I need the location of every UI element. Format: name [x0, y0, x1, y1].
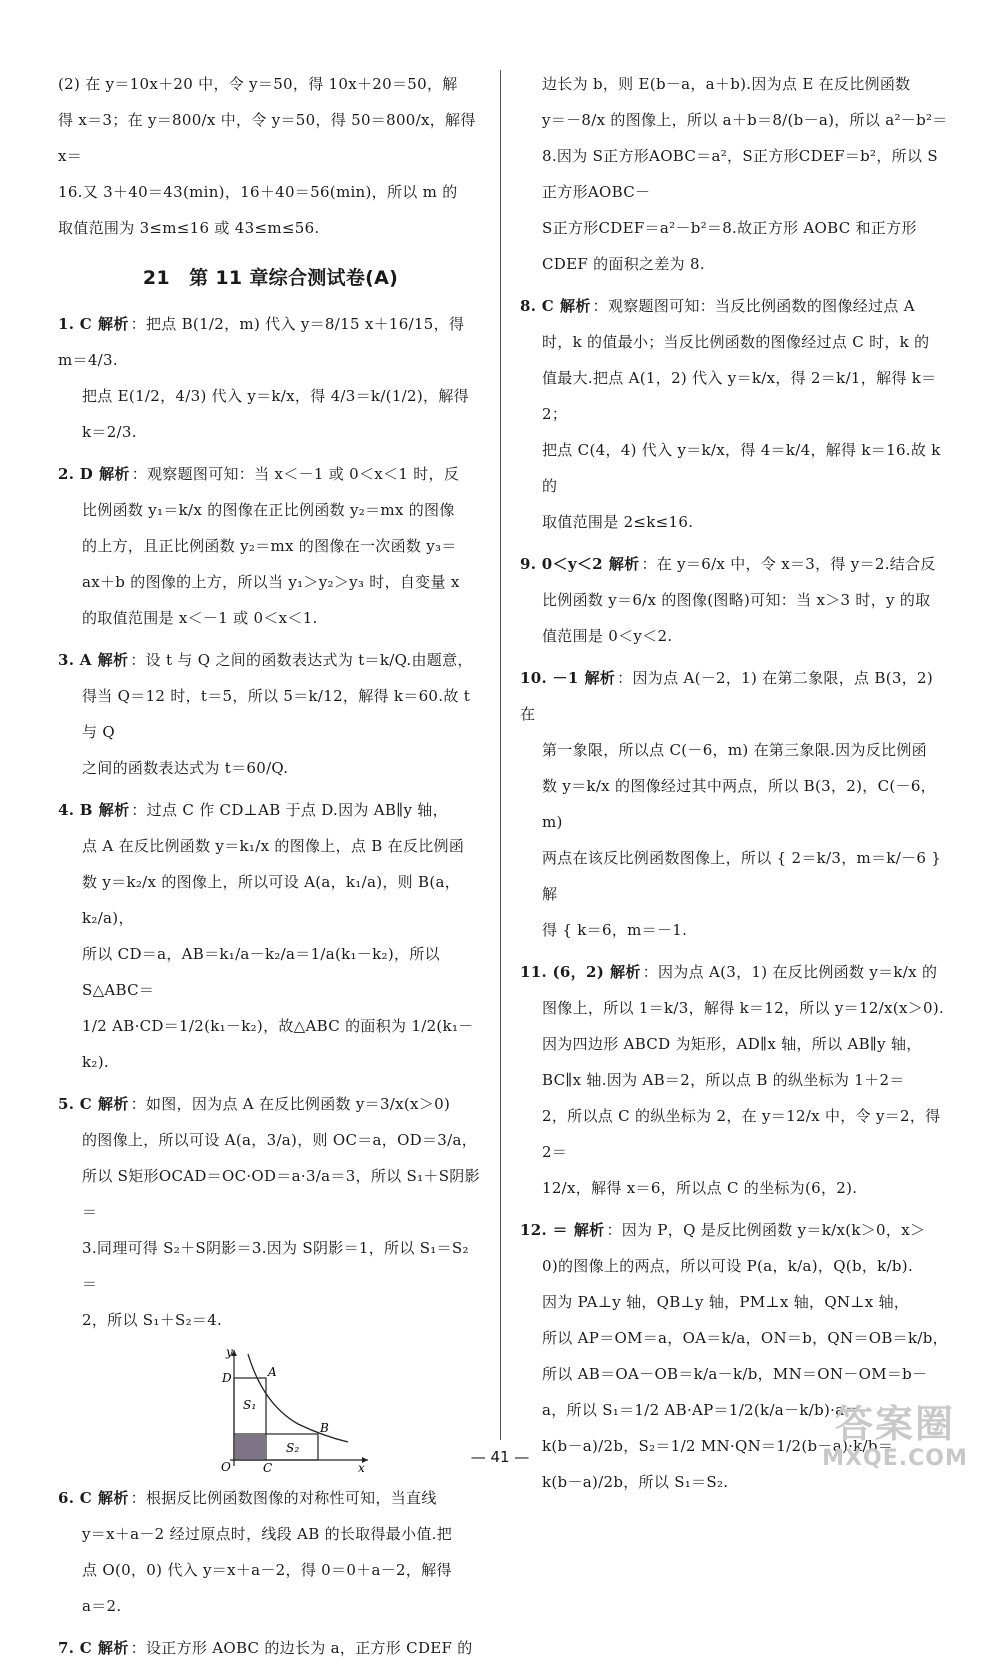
- answer-7-continued: [520, 66, 950, 282]
- answer-7-head: 7. C: [58, 1639, 93, 1657]
- page-number: — 41 —: [470, 1448, 530, 1466]
- answer-2-head: 2. D: [58, 465, 94, 483]
- answer-9-head: 9. 0＜y＜2: [520, 555, 603, 573]
- answer-5-label: 解析: [98, 1095, 129, 1113]
- answer-6: [58, 1480, 483, 1624]
- answer-5-line: 3.同理可得 S₂＋S阴影＝3.因为 S阴影＝1，所以 S₁＝S₂＝: [82, 1239, 469, 1293]
- answer-8-line: 时，k 的值最小；当反比例函数的图像经过点 C 时，k 的: [542, 333, 930, 351]
- answer-8-line: ：观察题图可知：当反比例函数的图像经过点 A: [592, 297, 915, 315]
- answer-4-line: k₂).: [82, 1053, 109, 1071]
- fig-label-d: D: [222, 1371, 232, 1385]
- answer-9-label: 解析: [608, 555, 640, 573]
- answer-12-line: 0)的图像上的两点，所以可设 P(a，k/a)，Q(b，k/b).: [542, 1257, 914, 1275]
- answer-4-head: 4. B: [58, 801, 93, 819]
- watermark-line-1: 答案圈: [834, 1402, 955, 1446]
- answer-10-line: 第一象限，所以点 C(－6，m) 在第三象限.因为反比例函: [542, 741, 927, 759]
- fig-label-b: B: [320, 1421, 330, 1435]
- answer-7-line: ：设正方形 AOBC 的边长为 a，正方形 CDEF 的: [130, 1639, 473, 1657]
- fig-label-s2: S₂: [286, 1441, 300, 1455]
- answer-8-line: 把点 C(4，4) 代入 y＝k/x，得 4＝k/4，解得 k＝16.故 k 的: [542, 441, 941, 495]
- answer-12-line: 所以 AB＝OA－OB＝k/a－k/b，MN＝ON－OM＝b－: [542, 1365, 928, 1383]
- answer-2-line: ax＋b 的图像的上方，所以当 y₁＞y₂＞y₃ 时，自变量 x: [82, 573, 460, 591]
- answer-1-label: 解析: [98, 315, 129, 333]
- intro-line-4: 取值范围为 3≤m≤16 或 43≤m≤56.: [58, 219, 320, 237]
- answer-12-line: k(b－a)/2b，S₂＝1/2 MN·QN＝1/2(b－a)·k/b＝: [542, 1437, 894, 1455]
- answer-7-cont-line: 边长为 b，则 E(b－a，a＋b).因为点 E 在反比例函数: [542, 75, 911, 93]
- intro-line-1: (2) 在 y＝10x＋20 中，令 y＝50，得 10x＋20＝50，解: [58, 75, 458, 93]
- fig-label-c: C: [263, 1461, 273, 1474]
- answer-11-line: 2，所以点 C 的纵坐标为 2，在 y＝12/x 中，令 y＝2，得 2＝: [542, 1107, 941, 1161]
- answer-2-label: 解析: [99, 465, 130, 483]
- answer-10-line: 两点在该反比例函数图像上，所以 { 2＝k/3，m＝k/－6 } 解: [542, 849, 942, 903]
- answer-12-line: ：因为 P，Q 是反比例函数 y＝k/x(k＞0，x＞: [606, 1221, 926, 1239]
- answer-3-line: ：设 t 与 Q 之间的函数表达式为 t＝k/Q.由题意，: [130, 651, 473, 669]
- answer-2-line: 的上方，且正比例函数 y₂＝mx 的图像在一次函数 y₃＝: [82, 537, 457, 555]
- answer-5-line: ：如图，因为点 A 在反比例函数 y＝3/x(x＞0): [130, 1095, 451, 1113]
- answer-9-line: ：在 y＝6/x 中，令 x＝3，得 y＝2.结合反: [641, 555, 936, 573]
- hyperbola-curve: [248, 1354, 348, 1442]
- right-column: [520, 66, 950, 1500]
- answer-3-line: 得当 Q＝12 时，t＝5，所以 5＝k/12，解得 k＝60.故 t 与 Q: [82, 687, 471, 741]
- answer-7-cont-line: y＝－8/x 的图像上，所以 a＋b＝8/(b－a)，所以 a²－b²＝: [542, 111, 948, 129]
- answer-6-line: ：根据反比例函数图像的对称性可知，当直线: [130, 1489, 437, 1507]
- answer-8-head: 8. C: [520, 297, 555, 315]
- intro-line-2: 得 x＝3；在 y＝800/x 中，令 y＝50，得 50＝800/x，解得 x＝: [58, 111, 476, 165]
- answer-12-label: 解析: [573, 1221, 605, 1239]
- answer-10: [520, 660, 950, 948]
- answer-11-line: ：因为点 A(3，1) 在反比例函数 y＝k/x 的: [642, 963, 938, 981]
- answer-1-line: ：把点 B(1/2，m) 代入 y＝8/15 x＋16/15，得 m＝4/3.: [58, 315, 465, 369]
- answer-6-label: 解析: [98, 1489, 129, 1507]
- answer-10-line: ：因为点 A(－2，1) 在第二象限，点 B(3，2) 在: [520, 669, 934, 723]
- answer-8-line: 取值范围是 2≤k≤16.: [542, 513, 694, 531]
- answer-7: [58, 1630, 483, 1666]
- answer-5-line: 的图像上，所以可设 A(a，3/a)，则 OC＝a，OD＝3/a，: [82, 1131, 478, 1149]
- answer-1-line: 把点 E(1/2，4/3) 代入 y＝k/x，得 4/3＝k/(1/2)，解得 k＝2/3.: [82, 387, 469, 441]
- answer-10-label: 解析: [584, 669, 616, 687]
- answer-12-line: a，所以 S₁＝1/2 AB·AP＝1/2(k/a－k/b)·a＝: [542, 1401, 860, 1419]
- answer-6-line: y＝x＋a－2 经过原点时，线段 AB 的长取得最小值.把: [82, 1525, 453, 1543]
- answer-5-line: 所以 S矩形OCAD＝OC·OD＝a·3/a＝3，所以 S₁＋S阴影＝: [82, 1167, 480, 1221]
- answer-8: [520, 288, 950, 540]
- answer-12-line: 所以 AP＝OM＝a，OA＝k/a，ON＝b，QN＝OB＝k/b，: [542, 1329, 948, 1347]
- answer-3-head: 3. A: [58, 651, 92, 669]
- answer-1: [58, 306, 483, 450]
- answer-11-line: 图像上，所以 1＝k/3，解得 k＝12，所以 y＝12/x(x＞0).: [542, 999, 945, 1017]
- column-divider: [500, 70, 501, 1440]
- answer-4-line: 1/2 AB·CD＝1/2(k₁－k₂)，故△ABC 的面积为 1/2(k₁－: [82, 1017, 474, 1035]
- fig-label-s1: S₁: [243, 1398, 257, 1412]
- left-column: [58, 66, 483, 1666]
- answer-7-label: 解析: [98, 1639, 129, 1657]
- answer-4-line: 点 A 在反比例函数 y＝k₁/x 的图像上，点 B 在反比例函: [82, 837, 465, 855]
- answer-3-label: 解析: [97, 651, 129, 669]
- answer-10-line: 得 { k＝6，m＝－1.: [542, 921, 688, 939]
- answer-11-line: BC∥x 轴.因为 AB＝2，所以点 B 的纵坐标为 1＋2＝: [542, 1071, 905, 1089]
- answer-8-line: 值最大.把点 A(1，2) 代入 y＝k/x，得 2＝k/1，解得 k＝2；: [542, 369, 937, 423]
- answer-9: [520, 546, 950, 654]
- answer-5: [58, 1086, 483, 1474]
- answer-5-head: 5. C: [58, 1095, 93, 1113]
- answer-6-line: a＝2.: [82, 1597, 122, 1615]
- fig-label-o: O: [221, 1460, 232, 1474]
- answer-4-line: 所以 CD＝a，AB＝k₁/a－k₂/a＝1/a(k₁－k₂)，所以 S△ABC＝: [82, 945, 440, 999]
- section-title: 21 第 11 章综合测试卷(A): [142, 267, 399, 289]
- watermark-line-2: MXQE.COM: [822, 1446, 968, 1471]
- answer-10-head: 10. －1: [520, 669, 579, 687]
- answer-2-line: ：观察题图可知：当 x＜－1 或 0＜x＜1 时，反: [131, 465, 460, 483]
- answer-2-line: 的取值范围是 x＜－1 或 0＜x＜1.: [82, 609, 318, 627]
- answer-4-label: 解析: [98, 801, 130, 819]
- answer-2-line: 比例函数 y₁＝k/x 的图像在正比例函数 y₂＝mx 的图像: [82, 501, 455, 519]
- answer-12-line: k(b－a)/2b，所以 S₁＝S₂.: [542, 1473, 729, 1491]
- answer-11-line: 12/x，解得 x＝6，所以点 C 的坐标为(6，2).: [542, 1179, 858, 1197]
- answer-5-line: 2，所以 S₁＋S₂＝4.: [82, 1311, 223, 1329]
- answer-11-head: 11. (6，2): [520, 963, 605, 981]
- answer-7-cont-line: S正方形CDEF＝a²－b²＝8.故正方形 AOBC 和正方形: [542, 219, 917, 237]
- fig-label-a: A: [268, 1365, 277, 1379]
- answer-3: [58, 642, 483, 786]
- fig-label-x: x: [358, 1461, 366, 1474]
- answer-6-line: 点 O(0，0) 代入 y＝x＋a－2，得 0＝0＋a－2，解得: [82, 1561, 452, 1579]
- watermark-logo: [810, 1402, 980, 1480]
- intro-line-3: 16.又 3＋40＝43(min)，16＋40＝56(min)，所以 m 的: [58, 183, 458, 201]
- answer-4-line: 数 y＝k₂/x 的图像上，所以可设 A(a，k₁/a)，则 B(a，k₂/a)，: [82, 873, 461, 927]
- answer-11-label: 解析: [610, 963, 641, 981]
- answer-10-line: 数 y＝k/x 的图像经过其中两点，所以 B(3，2)，C(－6，m): [542, 777, 936, 831]
- answer-9-line: 比例函数 y＝6/x 的图像(图略)可知：当 x＞3 时，y 的取: [542, 591, 931, 609]
- answer-7-cont-line: 8.因为 S正方形AOBC＝a²，S正方形CDEF＝b²，所以 S正方形AOBC－: [542, 147, 938, 201]
- answer-4: [58, 792, 483, 1080]
- answer-3-line: 之间的函数表达式为 t＝60/Q.: [82, 759, 289, 777]
- answer-8-label: 解析: [560, 297, 591, 315]
- fig-label-y: y: [226, 1345, 234, 1359]
- answer-12-line: 因为 PA⊥y 轴，QB⊥y 轴，PM⊥x 轴，QN⊥x 轴，: [542, 1293, 910, 1311]
- answer-6-head: 6. C: [58, 1489, 93, 1507]
- answer-11-line: 因为四边形 ABCD 为矩形，AD∥x 轴，所以 AB∥y 轴，: [542, 1035, 922, 1053]
- answer-7-cont-line: CDEF 的面积之差为 8.: [542, 255, 705, 273]
- answer-1-head: 1. C: [58, 315, 93, 333]
- answer-4-line: ：过点 C 作 CD⊥AB 于点 D.因为 AB∥y 轴，: [131, 801, 448, 819]
- answer-11: [520, 954, 950, 1206]
- answer-2: [58, 456, 483, 636]
- answer-12-head: 12. ＝: [520, 1221, 568, 1239]
- answer-9-line: 值范围是 0＜y＜2.: [542, 627, 673, 645]
